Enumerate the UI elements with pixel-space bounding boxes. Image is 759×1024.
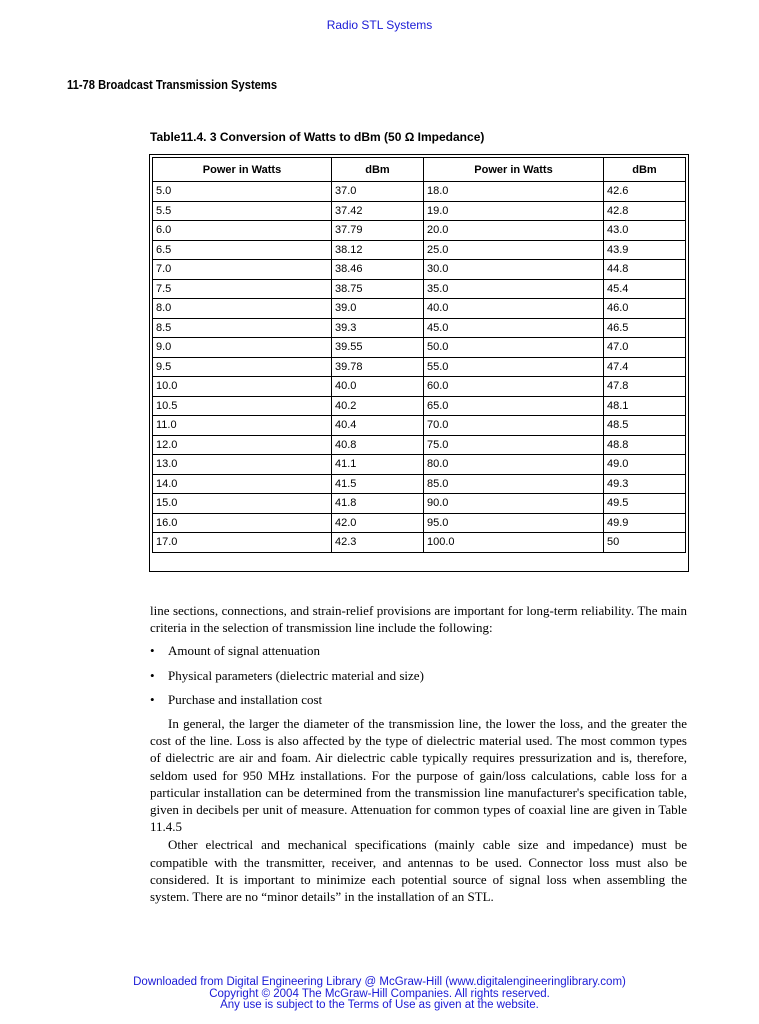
bullet-icon: • [150, 643, 155, 659]
table-cell: 70.0 [424, 416, 604, 436]
table-cell: 17.0 [153, 533, 332, 553]
table-row [153, 396, 686, 416]
table-cell: 42.0 [332, 513, 424, 533]
table-cell: 25.0 [424, 240, 604, 260]
table-cell: 45.0 [424, 318, 604, 338]
table-cell: 39.78 [332, 357, 424, 377]
table-cell: 85.0 [424, 474, 604, 494]
table-row [153, 455, 686, 475]
table-row [153, 182, 686, 202]
table-cell: 5.5 [153, 201, 332, 221]
table-cell: 39.55 [332, 338, 424, 358]
table-cell: 45.4 [604, 279, 686, 299]
running-head: 11-78 Broadcast Transmission Systems [67, 77, 278, 92]
table-cell: 50.0 [424, 338, 604, 358]
table-row [153, 357, 686, 377]
table-row [153, 377, 686, 397]
table-cell: 12.0 [153, 435, 332, 455]
bullet-icon: • [150, 691, 155, 707]
table-caption: Table11.4. 3 Conversion of Watts to dBm (50 Ω Impedance) [150, 130, 485, 144]
table-row [153, 260, 686, 280]
table-cell: 48.5 [604, 416, 686, 436]
paragraph-transmission-line: In general, the larger the diameter of the transmission line, the lower the loss, and the greater the cost of the line. Loss is also affected by the type of dielectric material used. The most common types of dielectric are air and foam. Air dielectric cable typically requires pressurization and is, therefore, seldom used for 950 MHz installations. For the purpose of gain/loss calculations, cable loss for a particular installation can be determined from the transmission line manufacturer's specification table, given in decibels per unit of measure. Attenuation for common types of coaxial line are given in Table 11.4.5 [150, 716, 687, 835]
column-header: Power in Watts [424, 158, 604, 182]
table-cell: 43.9 [604, 240, 686, 260]
table-cell: 46.0 [604, 299, 686, 319]
table-cell: 40.2 [332, 396, 424, 416]
table-cell: 10.5 [153, 396, 332, 416]
table-row [153, 221, 686, 241]
table-cell: 7.5 [153, 279, 332, 299]
table-cell: 14.0 [153, 474, 332, 494]
table-header-row [153, 158, 686, 182]
table-cell: 8.0 [153, 299, 332, 319]
table-row [153, 513, 686, 533]
table-cell: 55.0 [424, 357, 604, 377]
table-row [153, 416, 686, 436]
table-cell: 49.0 [604, 455, 686, 475]
table-cell: 65.0 [424, 396, 604, 416]
table-cell: 75.0 [424, 435, 604, 455]
intro-paragraph: line sections, connections, and strain-relief provisions are important for long-term reliability. The main criteria in the selection of transmission line include the following: [150, 603, 687, 636]
table-cell: 42.6 [604, 182, 686, 202]
table-cell: 40.0 [424, 299, 604, 319]
table-cell: 49.3 [604, 474, 686, 494]
table-cell: 35.0 [424, 279, 604, 299]
table-row [153, 318, 686, 338]
table-cell: 5.0 [153, 182, 332, 202]
table-cell: 80.0 [424, 455, 604, 475]
table-cell: 40.4 [332, 416, 424, 436]
table-row [153, 494, 686, 514]
list-item-text: Amount of signal attenuation [168, 643, 321, 659]
table-body [153, 182, 686, 553]
table-cell: 37.42 [332, 201, 424, 221]
footer-terms-link[interactable]: Any use is subject to the Terms of Use as given at the website. [220, 999, 539, 1011]
table-cell: 16.0 [153, 513, 332, 533]
table-cell: 48.1 [604, 396, 686, 416]
table-row [153, 240, 686, 260]
table-cell: 41.5 [332, 474, 424, 494]
footer-download-link[interactable]: Downloaded from Digital Engineering Library @ McGraw-Hill (www.digitalengineeringlibrary.com) [133, 976, 626, 988]
table-cell: 95.0 [424, 513, 604, 533]
table-row [153, 279, 686, 299]
table-cell: 49.5 [604, 494, 686, 514]
bullet-icon: • [150, 667, 155, 683]
table-cell: 13.0 [153, 455, 332, 475]
table-cell: 90.0 [424, 494, 604, 514]
table-cell: 38.75 [332, 279, 424, 299]
conversion-table-frame [149, 154, 689, 572]
table-cell: 50 [604, 533, 686, 553]
table-cell: 8.5 [153, 318, 332, 338]
table-row [153, 299, 686, 319]
table-cell: 9.0 [153, 338, 332, 358]
table-cell: 38.12 [332, 240, 424, 260]
table-cell: 40.8 [332, 435, 424, 455]
table-cell: 15.0 [153, 494, 332, 514]
table-row [153, 533, 686, 553]
top-header-link[interactable]: Radio STL Systems [326, 18, 433, 32]
criteria-list [150, 642, 687, 708]
table-cell: 39.3 [332, 318, 424, 338]
table-row [153, 435, 686, 455]
paragraph-specifications: Other electrical and mechanical specifications (mainly cable size and impedance) must be compatible with the transmitter, receiver, and antennas to be used. Connector loss must also be considered. It is important to minimize each potential source of signal loss when assembling the system. There are no “minor details” in the installation of an STL. [150, 837, 687, 905]
table-cell: 37.79 [332, 221, 424, 241]
list-item [150, 691, 687, 708]
table-row [153, 474, 686, 494]
table-cell: 60.0 [424, 377, 604, 397]
conversion-table [152, 157, 686, 553]
table-cell: 39.0 [332, 299, 424, 319]
table-cell: 18.0 [424, 182, 604, 202]
table-cell: 11.0 [153, 416, 332, 436]
table-cell: 100.0 [424, 533, 604, 553]
table-cell: 49.9 [604, 513, 686, 533]
table-cell: 48.8 [604, 435, 686, 455]
list-item [150, 667, 687, 684]
table-cell: 9.5 [153, 357, 332, 377]
table-cell: 47.8 [604, 377, 686, 397]
table-cell: 6.5 [153, 240, 332, 260]
table-cell: 6.0 [153, 221, 332, 241]
table-cell: 40.0 [332, 377, 424, 397]
table-cell: 10.0 [153, 377, 332, 397]
table-cell: 42.8 [604, 201, 686, 221]
table-cell: 30.0 [424, 260, 604, 280]
table-cell: 43.0 [604, 221, 686, 241]
table-cell: 42.3 [332, 533, 424, 553]
list-item-text: Physical parameters (dielectric material and size) [168, 667, 424, 683]
table-cell: 38.46 [332, 260, 424, 280]
table-cell: 46.5 [604, 318, 686, 338]
table-cell: 44.8 [604, 260, 686, 280]
column-header: dBm [604, 158, 686, 182]
column-header: Power in Watts [153, 158, 332, 182]
table-cell: 47.4 [604, 357, 686, 377]
table-cell: 19.0 [424, 201, 604, 221]
table-row [153, 201, 686, 221]
list-item-text: Purchase and installation cost [168, 691, 323, 707]
table-row [153, 338, 686, 358]
list-item [150, 642, 687, 659]
body-text [150, 602, 687, 905]
column-header: dBm [332, 158, 424, 182]
table-cell: 41.8 [332, 494, 424, 514]
table-cell: 37.0 [332, 182, 424, 202]
table-cell: 47.0 [604, 338, 686, 358]
footer-copyright: Copyright © 2004 The McGraw-Hill Companies. All rights reserved. [209, 987, 550, 1000]
footer [0, 977, 759, 1012]
table-cell: 7.0 [153, 260, 332, 280]
table-cell: 20.0 [424, 221, 604, 241]
table-cell: 41.1 [332, 455, 424, 475]
